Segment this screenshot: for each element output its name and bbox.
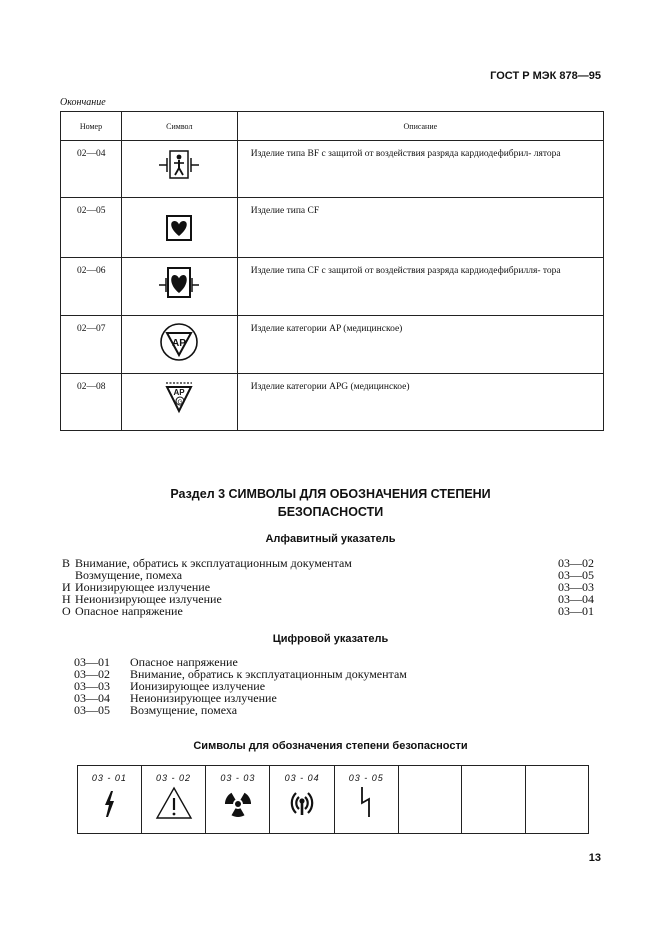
safety-cell: 03 - 05 bbox=[334, 766, 398, 834]
non-ionizing-radiation-icon bbox=[282, 787, 322, 821]
table-row bbox=[61, 198, 604, 258]
type-cf-icon bbox=[165, 214, 193, 242]
safety-symbols-table bbox=[77, 765, 589, 834]
row-number: 02—05 bbox=[61, 198, 122, 258]
table-row bbox=[61, 258, 604, 316]
radiation-icon bbox=[221, 787, 255, 821]
svg-text:AP: AP bbox=[173, 388, 185, 397]
row-description: Изделие категории APG (медицинское) bbox=[237, 374, 603, 431]
type-cf-defib-proof-icon bbox=[157, 265, 201, 299]
category-ap-icon bbox=[159, 322, 199, 362]
safety-cell: 03 - 02 bbox=[141, 766, 205, 834]
list-item: И Ионизирующее излучение 03—03 bbox=[62, 580, 594, 594]
lightning-icon bbox=[99, 789, 119, 819]
numeric-index bbox=[74, 656, 494, 716]
list-item: 03—05 Возмущение, помеха bbox=[74, 703, 238, 717]
safety-cell: 03 - 01 bbox=[78, 766, 142, 834]
row-number: 02—04 bbox=[61, 141, 122, 198]
table-row bbox=[61, 141, 604, 198]
safety-cell: 03 - 04 bbox=[270, 766, 334, 834]
list-item: 03—02 Внимание, обратись к эксплуатационным документам bbox=[74, 667, 407, 681]
row-description: Изделие категории AP (медицинское) bbox=[237, 316, 603, 374]
disturbance-icon bbox=[356, 785, 376, 819]
list-item: 03—01 Опасное напряжение bbox=[74, 655, 238, 669]
warning-triangle-icon bbox=[155, 785, 193, 821]
svg-text:G: G bbox=[177, 399, 183, 406]
safety-symbols-heading: Символы для обозначения степени безопасности bbox=[193, 740, 468, 752]
column-header-symbol: Символ bbox=[121, 112, 237, 141]
page-number: 13 bbox=[588, 852, 601, 864]
list-item: 03—03 Ионизирующее излучение bbox=[74, 679, 266, 693]
row-number: 02—06 bbox=[61, 258, 122, 316]
row-description: Изделие типа BF с защитой от воздействия разряда кардиодефибрил- лятора bbox=[237, 141, 603, 198]
list-item: О Опасное напряжение 03—01 bbox=[62, 604, 594, 618]
type-bf-defib-proof-icon bbox=[157, 148, 201, 180]
svg-text:AP: AP bbox=[172, 338, 187, 349]
table-header-row bbox=[61, 112, 604, 141]
row-number: 02—08 bbox=[61, 374, 122, 431]
numeric-index-heading: Цифровой указатель bbox=[272, 633, 389, 645]
list-item: Н Неионизирующее излучение 03—04 bbox=[62, 592, 594, 606]
list-item: 03—04 Неионизирующее излучение bbox=[74, 691, 277, 705]
list-item: В Внимание, обратись к эксплуатационным документам 03—02 bbox=[62, 556, 594, 570]
row-number: 02—07 bbox=[61, 316, 122, 374]
row-description: Изделие типа CF bbox=[237, 198, 603, 258]
row-description: Изделие типа CF с защитой от воздействия разряда кардиодефибрилля- тора bbox=[237, 258, 603, 316]
alphabetical-index-heading: Алфавитный указатель bbox=[265, 533, 396, 545]
category-apg-icon bbox=[163, 380, 195, 416]
safety-cell-empty bbox=[525, 766, 588, 834]
alphabetical-index bbox=[62, 557, 594, 617]
table-row bbox=[61, 374, 604, 431]
safety-cell: 03 - 03 bbox=[206, 766, 270, 834]
list-item: Возмущение, помеха 03—05 bbox=[75, 568, 594, 582]
safety-cell-empty bbox=[398, 766, 461, 834]
column-header-description: Описание bbox=[237, 112, 603, 141]
continuation-label: Окончание bbox=[60, 97, 106, 108]
section-title: Раздел 3 СИМВОЛЫ ДЛЯ ОБОЗНАЧЕНИЯ СТЕПЕНИ БЕЗОПАСНОСТИ bbox=[170, 487, 491, 519]
standard-header: ГОСТ Р МЭК 878—95 bbox=[490, 70, 601, 82]
column-header-number: Номер bbox=[61, 112, 122, 141]
safety-cell-empty bbox=[462, 766, 525, 834]
table-row bbox=[61, 316, 604, 374]
symbols-table bbox=[60, 111, 604, 431]
